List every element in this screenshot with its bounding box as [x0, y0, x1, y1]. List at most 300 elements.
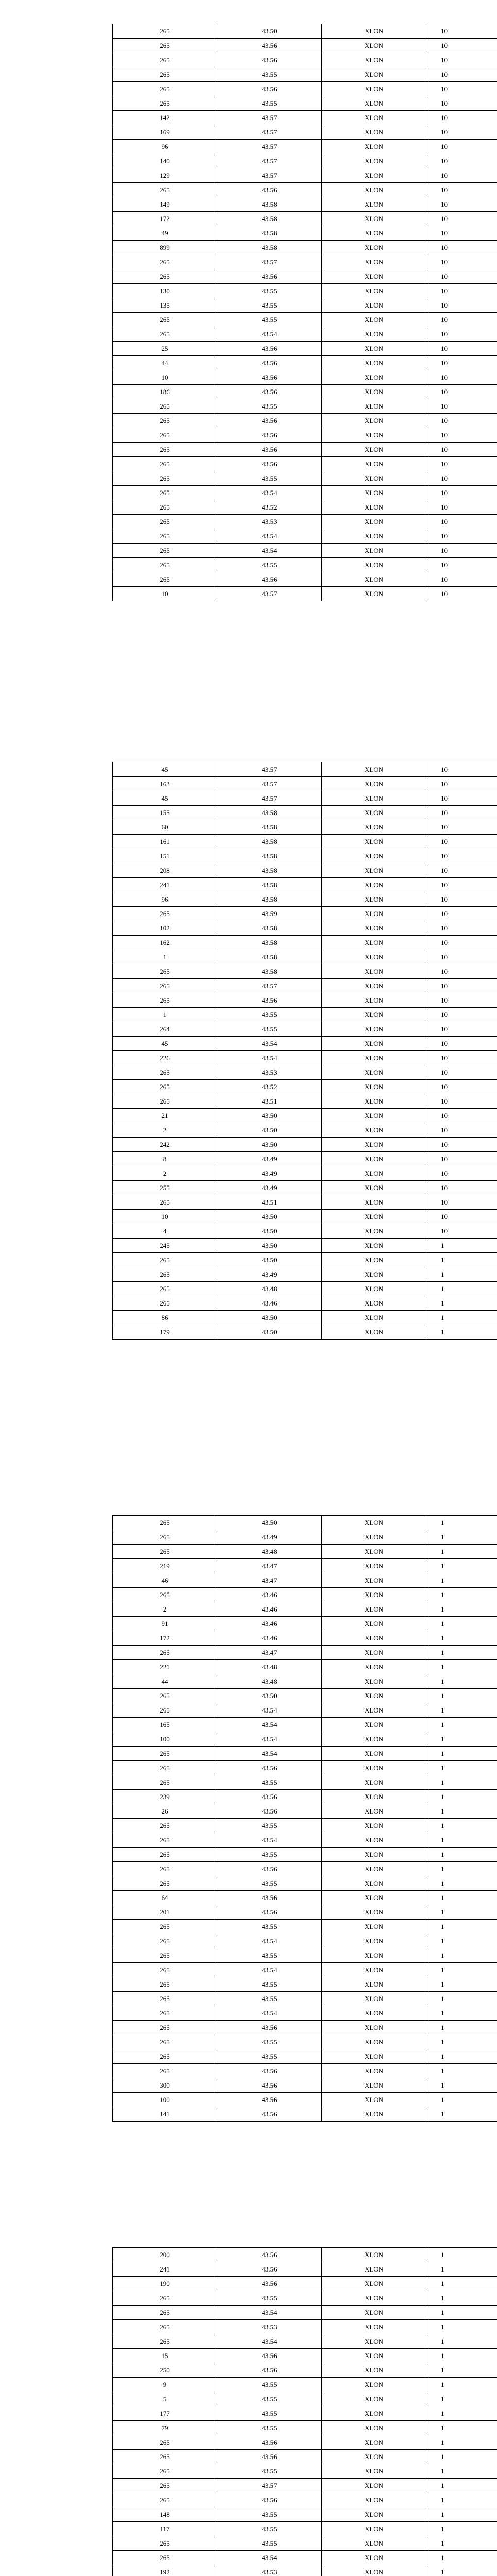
table-row: [113, 835, 497, 849]
venue-cell: XLON: [322, 2006, 426, 2021]
venue-cell: XLON: [322, 1646, 426, 1660]
venue-cell: XLON: [322, 1804, 426, 1819]
volume-cell: 899: [113, 241, 217, 255]
venue-cell: XLON: [322, 1195, 426, 1210]
price-cell: 43.48: [217, 1282, 322, 1296]
transactions-table-4: [112, 2247, 497, 2576]
price-cell: 43.57: [217, 791, 322, 806]
time-cell: 10: [426, 1166, 497, 1181]
time-cell: 10: [426, 399, 497, 414]
volume-cell: 163: [113, 777, 217, 791]
table-row: [113, 1790, 497, 1804]
table-row: [113, 399, 497, 414]
volume-cell: 265: [113, 1761, 217, 1775]
volume-cell: 151: [113, 849, 217, 863]
price-cell: 43.55: [217, 2035, 322, 2049]
time-cell: 10: [426, 39, 497, 53]
time-cell: 1: [426, 2406, 497, 2421]
volume-cell: 1: [113, 950, 217, 964]
time-cell: 10: [426, 96, 497, 111]
table-row: [113, 2320, 497, 2334]
table-row: [113, 1703, 497, 1718]
venue-cell: XLON: [322, 500, 426, 515]
venue-cell: XLON: [322, 67, 426, 82]
time-cell: 1: [426, 1977, 497, 1992]
volume-cell: 100: [113, 2093, 217, 2107]
venue-cell: XLON: [322, 1674, 426, 1689]
time-cell: 10: [426, 936, 497, 950]
table-row: [113, 327, 497, 342]
price-cell: 43.49: [217, 1152, 322, 1166]
table-row: [113, 1747, 497, 1761]
price-cell: 43.50: [217, 24, 322, 39]
volume-cell: 226: [113, 1051, 217, 1065]
price-cell: 43.56: [217, 269, 322, 284]
volume-cell: 265: [113, 1282, 217, 1296]
price-cell: 43.56: [217, 2021, 322, 2035]
table-row: [113, 993, 497, 1008]
table-row: [113, 1977, 497, 1992]
venue-cell: XLON: [322, 1819, 426, 1833]
table-row: [113, 1775, 497, 1790]
venue-cell: XLON: [322, 1718, 426, 1732]
time-cell: 10: [426, 878, 497, 892]
table-row: [113, 878, 497, 892]
volume-cell: 130: [113, 284, 217, 298]
time-cell: 10: [426, 385, 497, 399]
venue-cell: XLON: [322, 1703, 426, 1718]
venue-cell: XLON: [322, 1862, 426, 1876]
price-cell: 43.56: [217, 2450, 322, 2464]
price-cell: 43.56: [217, 1790, 322, 1804]
price-cell: 43.49: [217, 1267, 322, 1282]
venue-cell: XLON: [322, 255, 426, 269]
price-cell: 43.58: [217, 964, 322, 979]
volume-cell: 265: [113, 53, 217, 67]
price-cell: 43.55: [217, 1848, 322, 1862]
price-cell: 43.55: [217, 2392, 322, 2406]
venue-cell: XLON: [322, 140, 426, 154]
venue-cell: XLON: [322, 777, 426, 791]
price-cell: 43.46: [217, 1617, 322, 1631]
time-cell: 1: [426, 2078, 497, 2093]
venue-cell: XLON: [322, 2262, 426, 2277]
time-cell: 10: [426, 892, 497, 907]
table-row: [113, 2078, 497, 2093]
volume-cell: 190: [113, 2277, 217, 2291]
venue-cell: XLON: [322, 1166, 426, 1181]
table-row: [113, 1282, 497, 1296]
volume-cell: 265: [113, 500, 217, 515]
volume-cell: 265: [113, 2006, 217, 2021]
volume-cell: 135: [113, 298, 217, 313]
table-row: [113, 298, 497, 313]
time-cell: 10: [426, 298, 497, 313]
time-cell: 1: [426, 1559, 497, 1573]
venue-cell: XLON: [322, 892, 426, 907]
venue-cell: XLON: [322, 1296, 426, 1311]
table-row: [113, 1833, 497, 1848]
time-cell: 1: [426, 1530, 497, 1545]
venue-cell: XLON: [322, 2378, 426, 2392]
table-row: [113, 2035, 497, 2049]
volume-cell: 265: [113, 2435, 217, 2450]
venue-cell: XLON: [322, 1689, 426, 1703]
time-cell: 1: [426, 2464, 497, 2479]
volume-cell: 86: [113, 1311, 217, 1325]
table-row: [113, 515, 497, 529]
table-row: [113, 1948, 497, 1963]
volume-cell: 192: [113, 2565, 217, 2576]
venue-cell: XLON: [322, 2435, 426, 2450]
volume-cell: 265: [113, 1296, 217, 1311]
time-cell: 10: [426, 950, 497, 964]
time-cell: 10: [426, 587, 497, 601]
venue-cell: XLON: [322, 82, 426, 96]
venue-cell: XLON: [322, 2450, 426, 2464]
venue-cell: XLON: [322, 1037, 426, 1051]
venue-cell: XLON: [322, 2021, 426, 2035]
price-cell: 43.55: [217, 298, 322, 313]
venue-cell: XLON: [322, 125, 426, 140]
price-cell: 43.58: [217, 226, 322, 241]
venue-cell: XLON: [322, 2035, 426, 2049]
time-cell: 10: [426, 1008, 497, 1022]
volume-cell: 265: [113, 993, 217, 1008]
time-cell: 1: [426, 1296, 497, 1311]
venue-cell: XLON: [322, 587, 426, 601]
table-row: [113, 1080, 497, 1094]
time-cell: 1: [426, 1963, 497, 1977]
table-row: [113, 1660, 497, 1674]
price-cell: 43.57: [217, 154, 322, 168]
venue-cell: XLON: [322, 111, 426, 125]
time-cell: 10: [426, 1080, 497, 1094]
volume-cell: 265: [113, 515, 217, 529]
table-row: [113, 2291, 497, 2306]
volume-cell: 149: [113, 197, 217, 212]
time-cell: 10: [426, 370, 497, 385]
venue-cell: XLON: [322, 2078, 426, 2093]
volume-cell: 265: [113, 2334, 217, 2349]
table-row: [113, 1573, 497, 1588]
price-cell: 43.55: [217, 2536, 322, 2551]
volume-cell: 129: [113, 168, 217, 183]
venue-cell: XLON: [322, 1530, 426, 1545]
volume-cell: 265: [113, 39, 217, 53]
time-cell: 1: [426, 1862, 497, 1876]
price-cell: 43.56: [217, 1862, 322, 1876]
time-cell: 10: [426, 154, 497, 168]
volume-cell: 265: [113, 558, 217, 572]
price-cell: 43.56: [217, 414, 322, 428]
venue-cell: XLON: [322, 1732, 426, 1747]
transactions-table-1: [112, 24, 497, 601]
volume-cell: 265: [113, 2479, 217, 2493]
volume-cell: 172: [113, 212, 217, 226]
volume-cell: 221: [113, 1660, 217, 1674]
time-cell: 1: [426, 1325, 497, 1340]
volume-cell: 265: [113, 486, 217, 500]
venue-cell: XLON: [322, 1992, 426, 2006]
price-cell: 43.56: [217, 428, 322, 443]
price-cell: 43.58: [217, 921, 322, 936]
volume-cell: 265: [113, 96, 217, 111]
volume-cell: 265: [113, 414, 217, 428]
price-cell: 43.53: [217, 2320, 322, 2334]
table-row: [113, 1037, 497, 1051]
volume-cell: 25: [113, 342, 217, 356]
price-cell: 43.54: [217, 327, 322, 342]
venue-cell: XLON: [322, 269, 426, 284]
table-row: [113, 1559, 497, 1573]
venue-cell: XLON: [322, 820, 426, 835]
price-cell: 43.58: [217, 878, 322, 892]
venue-cell: XLON: [322, 1065, 426, 1080]
volume-cell: 141: [113, 2107, 217, 2122]
time-cell: 10: [426, 1051, 497, 1065]
table-row: [113, 2363, 497, 2378]
volume-cell: 265: [113, 572, 217, 587]
price-cell: 43.50: [217, 1325, 322, 1340]
venue-cell: XLON: [322, 1963, 426, 1977]
volume-cell: 265: [113, 1747, 217, 1761]
price-cell: 43.52: [217, 1080, 322, 1094]
price-cell: 43.50: [217, 1210, 322, 1224]
table-row: [113, 53, 497, 67]
volume-cell: 265: [113, 1862, 217, 1876]
price-cell: 43.56: [217, 2262, 322, 2277]
table-row: [113, 1094, 497, 1109]
time-cell: 1: [426, 2522, 497, 2536]
table-row: [113, 1631, 497, 1646]
venue-cell: XLON: [322, 2464, 426, 2479]
price-cell: 43.52: [217, 500, 322, 515]
time-cell: 10: [426, 327, 497, 342]
price-cell: 43.54: [217, 1718, 322, 1732]
venue-cell: XLON: [322, 1282, 426, 1296]
price-cell: 43.54: [217, 1833, 322, 1848]
volume-cell: 265: [113, 1267, 217, 1282]
table-row: [113, 2421, 497, 2435]
venue-cell: XLON: [322, 2479, 426, 2493]
volume-cell: 5: [113, 2392, 217, 2406]
table-row: [113, 806, 497, 820]
price-cell: 43.50: [217, 1109, 322, 1123]
volume-cell: 265: [113, 1094, 217, 1109]
price-cell: 43.55: [217, 2464, 322, 2479]
venue-cell: XLON: [322, 572, 426, 587]
price-cell: 43.56: [217, 2093, 322, 2107]
price-cell: 43.57: [217, 255, 322, 269]
volume-cell: 265: [113, 1920, 217, 1934]
volume-cell: 265: [113, 457, 217, 471]
time-cell: 1: [426, 2291, 497, 2306]
time-cell: 10: [426, 356, 497, 370]
time-cell: 1: [426, 1545, 497, 1559]
volume-cell: 10: [113, 1210, 217, 1224]
table-row: [113, 2565, 497, 2576]
table-row: [113, 1123, 497, 1138]
table-row: [113, 2306, 497, 2320]
volume-cell: 265: [113, 1992, 217, 2006]
price-cell: 43.49: [217, 1166, 322, 1181]
table-row: [113, 1166, 497, 1181]
time-cell: 10: [426, 1152, 497, 1166]
venue-cell: XLON: [322, 936, 426, 950]
price-cell: 43.53: [217, 2565, 322, 2576]
price-cell: 43.55: [217, 558, 322, 572]
price-cell: 43.55: [217, 2421, 322, 2435]
time-cell: 10: [426, 241, 497, 255]
table-row: [113, 1138, 497, 1152]
volume-cell: 265: [113, 2291, 217, 2306]
time-cell: 1: [426, 2006, 497, 2021]
venue-cell: XLON: [322, 964, 426, 979]
price-cell: 43.55: [217, 1022, 322, 1037]
table-row: [113, 1905, 497, 1920]
price-cell: 43.46: [217, 1602, 322, 1617]
volume-cell: 265: [113, 2320, 217, 2334]
volume-cell: 265: [113, 2493, 217, 2507]
venue-cell: XLON: [322, 529, 426, 544]
price-cell: 43.55: [217, 1876, 322, 1891]
table-row: [113, 67, 497, 82]
venue-cell: XLON: [322, 863, 426, 878]
time-cell: 1: [426, 2507, 497, 2522]
price-cell: 43.58: [217, 892, 322, 907]
venue-cell: XLON: [322, 1094, 426, 1109]
table-row: [113, 1934, 497, 1948]
time-cell: 1: [426, 2021, 497, 2035]
venue-cell: XLON: [322, 1631, 426, 1646]
table-row: [113, 385, 497, 399]
table-row: [113, 24, 497, 39]
venue-cell: XLON: [322, 471, 426, 486]
volume-cell: 96: [113, 892, 217, 907]
venue-cell: XLON: [322, 2551, 426, 2565]
price-cell: 43.56: [217, 2435, 322, 2450]
table-row: [113, 457, 497, 471]
time-cell: 1: [426, 1674, 497, 1689]
volume-cell: 140: [113, 154, 217, 168]
volume-cell: 265: [113, 1516, 217, 1530]
venue-cell: XLON: [322, 313, 426, 327]
volume-cell: 21: [113, 1109, 217, 1123]
table-row: [113, 892, 497, 907]
time-cell: 1: [426, 2363, 497, 2378]
venue-cell: XLON: [322, 993, 426, 1008]
table-row: [113, 1891, 497, 1905]
time-cell: 10: [426, 1181, 497, 1195]
price-cell: 43.54: [217, 1747, 322, 1761]
time-cell: 1: [426, 2107, 497, 2122]
time-cell: 10: [426, 313, 497, 327]
table-row: [113, 2378, 497, 2392]
time-cell: 1: [426, 1516, 497, 1530]
price-cell: 43.53: [217, 1065, 322, 1080]
volume-cell: 1: [113, 1008, 217, 1022]
venue-cell: XLON: [322, 212, 426, 226]
venue-cell: XLON: [322, 1123, 426, 1138]
price-cell: 43.58: [217, 806, 322, 820]
price-cell: 43.54: [217, 2306, 322, 2320]
table-row: [113, 471, 497, 486]
price-cell: 43.55: [217, 2291, 322, 2306]
volume-cell: 265: [113, 1530, 217, 1545]
venue-cell: XLON: [322, 2248, 426, 2262]
table-row: [113, 2049, 497, 2064]
volume-cell: 265: [113, 1848, 217, 1862]
venue-cell: XLON: [322, 1588, 426, 1602]
price-cell: 43.55: [217, 399, 322, 414]
table-row: [113, 1224, 497, 1239]
venue-cell: XLON: [322, 1022, 426, 1037]
price-cell: 43.57: [217, 587, 322, 601]
price-cell: 43.50: [217, 1224, 322, 1239]
table-row: [113, 950, 497, 964]
table-row: [113, 587, 497, 601]
price-cell: 43.55: [217, 1977, 322, 1992]
venue-cell: XLON: [322, 96, 426, 111]
time-cell: 10: [426, 197, 497, 212]
volume-cell: 241: [113, 2262, 217, 2277]
price-cell: 43.50: [217, 1689, 322, 1703]
table-row: [113, 82, 497, 96]
table-row: [113, 96, 497, 111]
time-cell: 1: [426, 1876, 497, 1891]
volume-cell: 265: [113, 24, 217, 39]
table-row: [113, 964, 497, 979]
table-row: [113, 791, 497, 806]
time-cell: 1: [426, 2349, 497, 2363]
time-cell: 10: [426, 1210, 497, 1224]
volume-cell: 186: [113, 385, 217, 399]
volume-cell: 265: [113, 443, 217, 457]
price-cell: 43.56: [217, 443, 322, 457]
price-cell: 43.55: [217, 313, 322, 327]
price-cell: 43.56: [217, 1804, 322, 1819]
table-row: [113, 1646, 497, 1660]
volume-cell: 265: [113, 964, 217, 979]
price-cell: 43.54: [217, 1934, 322, 1948]
price-cell: 43.58: [217, 950, 322, 964]
time-cell: 10: [426, 791, 497, 806]
venue-cell: XLON: [322, 1224, 426, 1239]
table-row: [113, 269, 497, 284]
volume-cell: 142: [113, 111, 217, 125]
price-cell: 43.55: [217, 471, 322, 486]
volume-cell: 265: [113, 1948, 217, 1963]
time-cell: 1: [426, 1311, 497, 1325]
time-cell: 1: [426, 1253, 497, 1267]
price-cell: 43.56: [217, 2107, 322, 2122]
table-row: [113, 1617, 497, 1631]
time-cell: 1: [426, 2378, 497, 2392]
time-cell: 1: [426, 2479, 497, 2493]
volume-cell: 96: [113, 140, 217, 154]
price-cell: 43.50: [217, 1516, 322, 1530]
price-cell: 43.56: [217, 2349, 322, 2363]
time-cell: 1: [426, 1617, 497, 1631]
price-cell: 43.54: [217, 1963, 322, 1977]
time-cell: 10: [426, 529, 497, 544]
volume-cell: 265: [113, 1065, 217, 1080]
table-row: [113, 907, 497, 921]
table-row: [113, 284, 497, 298]
time-cell: 10: [426, 1037, 497, 1051]
price-cell: 43.56: [217, 1905, 322, 1920]
